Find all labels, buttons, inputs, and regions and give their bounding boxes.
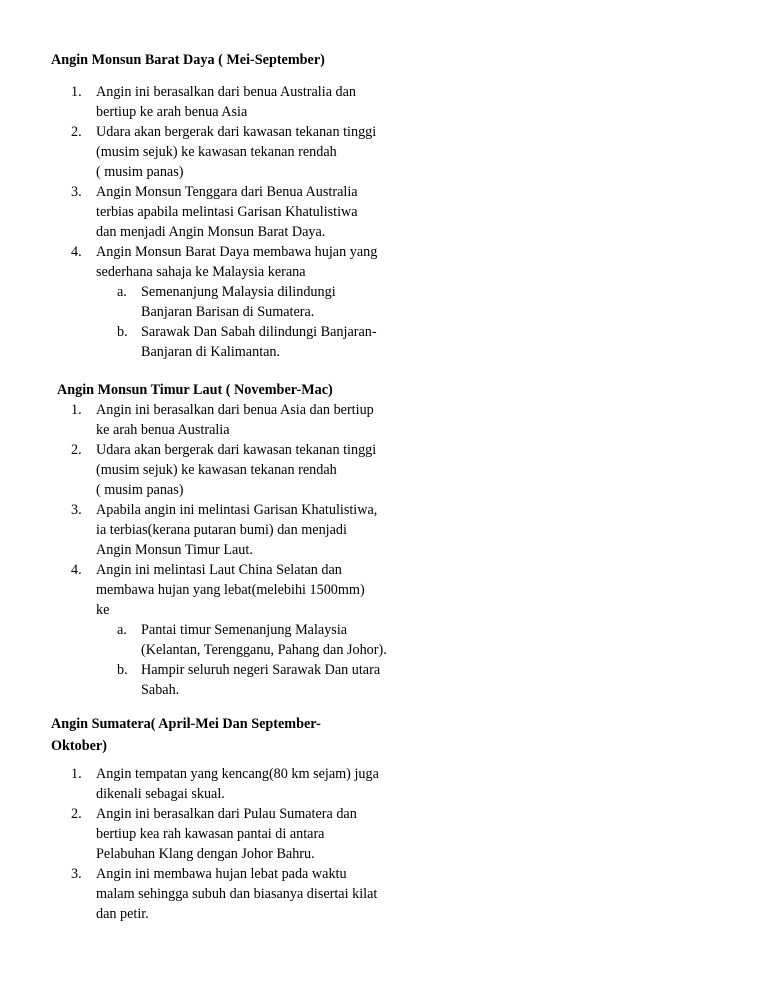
list-item-text: Udara akan bergerak dari kawasan tekanan tinggi (musim sejuk) ke kawasan tekanan rendah ( musim panas) <box>96 124 377 180</box>
list-number: 1. <box>71 402 82 418</box>
sub-list-item <box>117 660 411 700</box>
sub-list-item <box>117 620 411 660</box>
list-number: 1. <box>71 84 82 100</box>
list-item-text: Angin ini berasalkan dari benua Australia dan bertiup ke arah benua Asia <box>96 84 357 120</box>
sub-list-item <box>117 322 411 362</box>
list-barat-daya <box>71 82 406 362</box>
sub-list-item-text: Pantai timur Semenanjung Malaysia (Kelantan, Terengganu, Pahang dan Johor). <box>141 622 387 658</box>
sub-list-item <box>117 282 411 322</box>
list-item-text: Udara akan bergerak dari kawasan tekanan tinggi (musim sejuk) ke kawasan tekanan rendah ( musim panas) <box>96 442 377 498</box>
list-timur-laut <box>71 400 406 700</box>
list-item <box>71 764 406 804</box>
section-heading-sumatera: Angin Sumatera( April-Mei Dan September- Oktober) <box>51 716 321 754</box>
list-number: 3. <box>71 866 82 882</box>
list-item <box>71 804 406 864</box>
list-number: 2. <box>71 124 82 140</box>
list-item <box>71 440 406 500</box>
list-number: 3. <box>71 502 82 518</box>
list-item-text: Angin ini berasalkan dari Pulau Sumatera dan bertiup kea rah kawasan pantai di antara Pelabuhan Klang dengan Johor Bahru. <box>96 806 357 862</box>
list-item-text: Angin ini berasalkan dari benua Asia dan bertiup ke arah benua Australia <box>96 402 374 438</box>
list-item <box>71 400 406 440</box>
sub-list-letter: a. <box>117 284 127 300</box>
sub-list-item-text: Sarawak Dan Sabah dilindungi Banjaran- Banjaran di Kalimantan. <box>141 324 377 360</box>
list-item <box>71 122 406 182</box>
list-item <box>71 182 406 242</box>
list-item-text: Angin Monsun Tenggara dari Benua Australia terbias apabila melintasi Garisan Khatulistiwa dan menjadi Angin Monsun Barat Daya. <box>96 184 358 240</box>
list-number: 2. <box>71 442 82 458</box>
list-number: 4. <box>71 562 82 578</box>
list-sumatera <box>71 764 406 924</box>
list-item-text: Angin Monsun Barat Daya membawa hujan yang sederhana sahaja ke Malaysia kerana <box>96 244 378 280</box>
list-number: 4. <box>71 244 82 260</box>
list-item <box>71 242 406 362</box>
list-item <box>71 864 406 924</box>
list-number: 2. <box>71 806 82 822</box>
list-item-text: Angin ini melintasi Laut China Selatan dan membawa hujan yang lebat(melebihi 1500mm) ke <box>96 562 365 618</box>
list-number: 3. <box>71 184 82 200</box>
list-number: 1. <box>71 766 82 782</box>
sub-list-letter: b. <box>117 662 128 678</box>
sub-list-item-text: Semenanjung Malaysia dilindungi Banjaran Barisan di Sumatera. <box>141 284 336 320</box>
sub-list-letter: a. <box>117 622 127 638</box>
list-item <box>71 560 406 700</box>
list-item-text: Angin ini membawa hujan lebat pada waktu malam sehingga subuh dan biasanya disertai kilat dan petir. <box>96 866 378 922</box>
list-item <box>71 500 406 560</box>
list-item-text: Angin tempatan yang kencang(80 km sejam) juga dikenali sebagai skual. <box>96 766 379 802</box>
section-heading-barat-daya: Angin Monsun Barat Daya ( Mei-September) <box>51 52 325 68</box>
list-item <box>71 82 406 122</box>
sub-list-item-text: Hampir seluruh negeri Sarawak Dan utara Sabah. <box>141 662 381 698</box>
sub-list-letter: b. <box>117 324 128 340</box>
list-item-text: Apabila angin ini melintasi Garisan Khatulistiwa, ia terbias(kerana putaran bumi) dan menjadi Angin Monsun Timur Laut. <box>96 502 378 558</box>
section-heading-timur-laut: Angin Monsun Timur Laut ( November-Mac) <box>57 382 333 398</box>
